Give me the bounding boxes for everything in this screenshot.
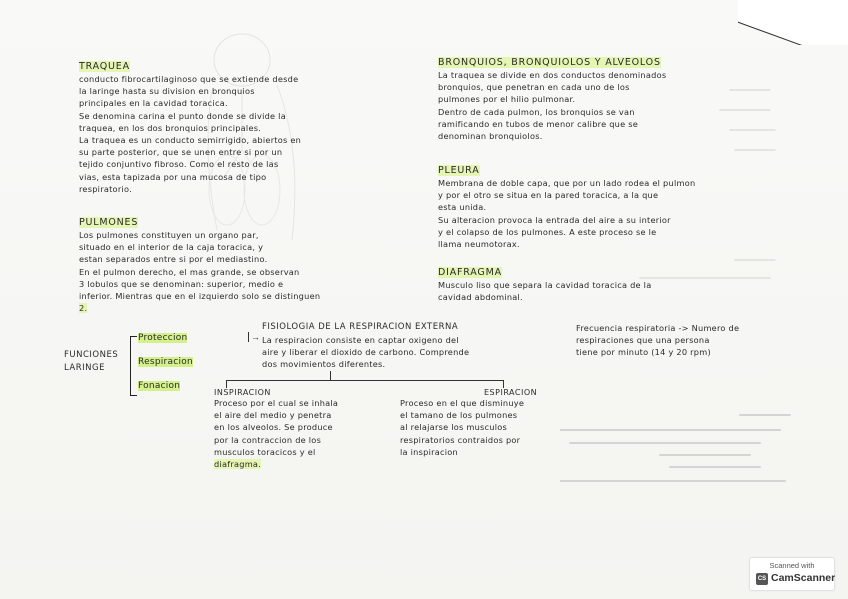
espiracion-line: el tamano de los pulmones	[400, 410, 518, 421]
pulmones-line: 3 lobulos que se denominan: superior, medio e	[79, 278, 284, 289]
tree-left-leg	[226, 380, 227, 388]
funciones-bracket	[130, 336, 137, 396]
funciones-item: Respiracion	[138, 357, 193, 368]
funciones-item: Proteccion	[138, 333, 188, 343]
pleura-line: Membrana de doble capa, que por un lado rodea el pulmon	[438, 178, 696, 188]
traquea-line: conducto fibrocartilaginoso que se extiende desde	[79, 74, 299, 84]
camscanner-badge	[749, 557, 835, 591]
fisiologia-title: FISIOLOGIA DE LA RESPIRACION EXTERNA	[262, 322, 459, 332]
badge-name: CamScanner	[771, 572, 836, 584]
pleura-title: PLEURA	[438, 165, 480, 176]
espiracion-line: al relajarse los musculos	[400, 422, 508, 433]
bronquios-line: Dentro de cada pulmon, los bronquios se van	[438, 106, 635, 117]
traquea-line: La traquea es un conducto semirrigido, abiertos en	[79, 135, 302, 146]
traquea-line: su parte posterior, que se unen entre si por un	[79, 147, 283, 158]
inspiracion-line: en los alveolos. Se produce	[214, 422, 333, 433]
pleura-line: llama neumotorax.	[438, 239, 520, 250]
frecuencia-line: Frecuencia respiratoria -> Numero de	[576, 323, 740, 333]
pulmones-line: 2.	[79, 303, 88, 314]
funciones-label-line: FUNCIONES	[64, 350, 119, 360]
traquea-line: vias, esta tapizada por una mucosa de tipo	[79, 171, 267, 182]
traquea-section	[79, 60, 301, 195]
traquea-line: Se denomina carina el punto donde se divide la	[79, 110, 286, 121]
espiracion-line: Proceso en el que disminuye	[400, 398, 525, 408]
pulmones-section	[79, 216, 320, 314]
diafragma-line: Musculo liso que separa la cavidad toracica de la	[438, 280, 652, 290]
pulmones-line: estan separados entre si por el mediastino.	[79, 254, 268, 265]
traquea-line: traquea, en los dos bronquios principales.	[79, 122, 262, 133]
tree-trunk	[330, 371, 331, 380]
pleura-line: y por el otro se situa en la pared toracica, a la que	[438, 190, 659, 201]
pleura-line: esta unida.	[438, 202, 487, 213]
funciones-item: Fonacion	[138, 381, 181, 392]
inspiracion-line: musculos toracicos y el	[214, 446, 316, 457]
pleura-line: Su alteracion provoca la entrada del aire a su interior	[438, 214, 671, 225]
traquea-title: TRAQUEA	[79, 61, 130, 72]
page-corner-fold	[738, 0, 848, 45]
diafragma-line: cavidad abdominal.	[438, 292, 523, 303]
funciones-list	[138, 332, 193, 393]
tree-right-leg	[503, 380, 504, 388]
pleura-line: y el colapso de los pulmones. A este proceso se le	[438, 226, 657, 237]
inspiracion-line: diafragma.	[214, 459, 262, 470]
bleed-through-marks	[560, 405, 800, 495]
pulmones-line: situado en el interior de la caja toracica, y	[79, 242, 264, 253]
bronquios-line: denominan bronquiolos.	[438, 131, 543, 142]
traquea-line: la laringe hasta su division en bronquios	[79, 86, 255, 97]
fisiologia-line: aire y liberar el dioxido de carbono. Comprende	[262, 347, 470, 358]
inspiracion-line: el aire del medio y penetra	[214, 410, 332, 421]
traquea-line: principales en la cavidad toracica.	[79, 98, 228, 109]
inspiracion-title: INSPIRACION	[214, 388, 271, 397]
fisiologia-line: La respiracion consiste en captar oxigeno del	[262, 335, 459, 345]
bronquios-line: ramificando en tubos de menor calibre que se	[438, 118, 639, 129]
fisiologia-line: dos movimientos diferentes.	[262, 359, 386, 370]
camscanner-logo-icon: CS	[756, 573, 768, 585]
espiracion-section	[400, 388, 537, 458]
funciones-label	[64, 350, 118, 373]
frecuencia-line: respiraciones que una persona	[576, 335, 710, 346]
fisiologia-body	[262, 334, 469, 371]
bronquios-line: pulmones por el hilio pulmonar.	[438, 94, 576, 105]
frecuencia-line: tiene por minuto (14 y 20 rpm)	[576, 347, 711, 358]
tree-branch	[226, 380, 504, 381]
traquea-line: tejido conjuntivo fibroso. Como el resto de las	[79, 159, 279, 170]
fisiologia-arrow-head: →	[251, 332, 260, 342]
badge-caption: Scanned with	[769, 561, 815, 570]
espiracion-title: ESPIRACION	[484, 388, 538, 397]
inspiracion-line: Proceso por el cual se inhala	[214, 398, 339, 408]
pulmones-line: inferior. Mientras que en el izquierdo solo se distinguen	[79, 291, 321, 302]
inspiracion-line: por la contraccion de los	[214, 434, 322, 445]
espiracion-line: respiratorios contraidos por	[400, 434, 521, 445]
fisiologia-section	[262, 322, 458, 332]
frecuencia-section	[576, 322, 739, 359]
bleed-through-marks	[560, 60, 780, 290]
pulmones-line: En el pulmon derecho, el mas grande, se observan	[79, 266, 300, 277]
pulmones-title: PULMONES	[79, 217, 139, 228]
bronquios-line: bronquios, que penetran en cada uno de los	[438, 82, 630, 93]
funciones-label-line: LARINGE	[64, 363, 105, 373]
fisiologia-arrow-stem	[248, 332, 249, 342]
pulmones-line: Los pulmones constituyen un organo par,	[79, 230, 259, 240]
diafragma-title: DIAFRAGMA	[438, 267, 502, 278]
inspiracion-section	[214, 388, 338, 470]
traquea-line: respiratorio.	[79, 183, 132, 194]
espiracion-line: la inspiracion	[400, 446, 458, 457]
bronquios-line: La traquea se divide en dos conductos denominados	[438, 70, 667, 80]
bronquios-title: BRONQUIOS, BRONQUIOLOS Y ALVEOLOS	[438, 57, 661, 68]
